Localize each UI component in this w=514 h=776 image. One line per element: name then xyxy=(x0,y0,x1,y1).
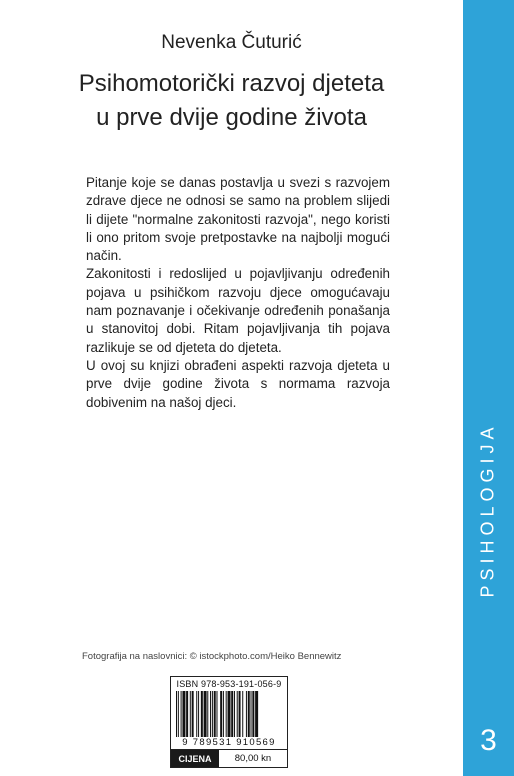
author-name: Nevenka Čuturić xyxy=(161,32,302,53)
book-title-line-1: Psihomotorički razvoj djeteta xyxy=(78,70,385,97)
barcode-digits: 9 789531 910569 xyxy=(182,737,276,748)
spine-label xyxy=(463,0,514,776)
blurb-paragraph-3: U ovoj su knjizi obrađeni aspekti razvoja djeteta u prve dvije godine života s normama razvoja dobivenim na našoj djeci. xyxy=(86,357,390,410)
book-title xyxy=(0,67,463,135)
price-label: CIJENA xyxy=(171,750,219,767)
photo-credit: Fotografija na naslovnici: © istockphoto.com/Heiko Bennewitz xyxy=(82,651,342,662)
blurb xyxy=(86,174,390,412)
isbn-text: ISBN 978-953-191-056-9 xyxy=(176,679,282,689)
barcode-image xyxy=(176,691,282,737)
book-title-line-2: u prve dvije godine života xyxy=(96,104,367,131)
spine-label-text: PSIHOLOGIJA xyxy=(477,422,498,598)
barcode-block xyxy=(170,676,288,768)
spine-band xyxy=(463,0,514,776)
blurb-paragraph-1: Pitanje koje se danas postavlja u svezi s razvojem zdrave djece ne odnosi se samo na problem slijedi li dijete "normalne zakonitosti razvoja", nego koristi li ono pritom svoje pretpostavke na najbolji mogući način. xyxy=(86,175,390,264)
spine-number: 3 xyxy=(480,724,497,757)
price-value: 80,00 kn xyxy=(234,753,272,764)
price-row xyxy=(171,749,287,767)
blurb-paragraph-2: Zakonitosti i redoslijed u pojavljivanju određenih pojava u psihičkom razvoju djece omogućavaju nam poznavanje i očekivanje određenih ponašanja u stanovitoj dobi. Ritam pojavljivanja tih pojava razlikuje se od djeteta do djeteta. xyxy=(86,266,390,355)
